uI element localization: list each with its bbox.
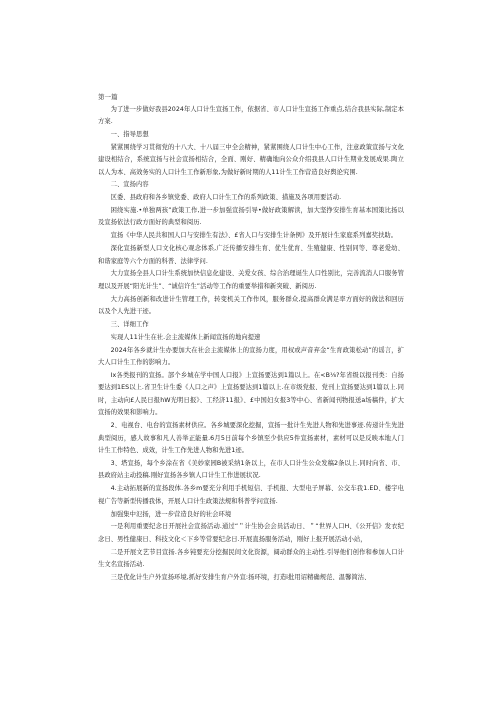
paragraph: 深化宣扬新型人口文化核心观念体系,广泛传播安排生育、优生优育、生殖健康、性别同等、尊老爱幼、和谐家庭等六个方面的科普、法律学问. [98, 245, 404, 265]
paragraph: 一、指导思想 [110, 130, 149, 138]
paragraph: 三、详细工作 [110, 320, 149, 328]
paragraph: 大力高扬创新和改进计生管理工作，转变机关工作作风，服务群众,提高群众满足率方面好的做法和回历以及个人先进干迹。 [98, 295, 404, 316]
paragraph: 宣扬《中华人民共和国人口与安排生有法》、£省人口与安排生计条例》及开展计生家庭系列嘉奖扶助。 [110, 232, 398, 240]
paragraph: 加强集中氾扬，进一步营造良好的社会环境 [110, 510, 232, 518]
paragraph: 区委、县政府和各乡镇党委、政府人口计生工作的系列政策、措施及各项用要活动. [110, 194, 342, 202]
paragraph: 二是开展文艺节目宣扬.各乡钝要充分挖掘民间文化资源，阔动群众的主动性.引导他们创作和参加人口计生文名宣扬活动. [98, 548, 404, 569]
paragraph: 紧紧围绕学习贯彻党的十八大、十八届三中全会精神，紧紧围绕人口计生中心工作，注意政策宣扬与文化建设相结合，系统宣扬与社会宣扬相结合，全面、刚好、精确地向公众介绍我县人口计生期业发展成果.陶立以人为本、高效务实的人口计生工作新形象,为做好新时期的人11计生工作营造良好舆论究围. [98, 143, 404, 176]
paragraph: 2024年各乡就计生办要加大在社会主流媒体上的宣扬力度，用权或声音弃金“生育政策松动”的谣言，扩大人口计生工作的影响力。 [98, 346, 404, 367]
paragraph: 3、塔宣扬，每个乡涂在省《美妙家园B被采纳1条以上，在市人口计生公众发稿2条以上.同时向省、市、县政府站主动投稿.刚好宣扬各乡镇人口计生工作进展状况. [98, 459, 404, 480]
paragraph: 困绕实施.•单独两孩”政策工作,进一步加强宣扬引导•做好政策解读，加大坚挣安排生育基本国策比扬以及宣扬依法行政方面好的典型和阅历. [98, 206, 404, 227]
paragraph-list [98, 104, 404, 585]
paragraph: 实现人11计生在社.会主流媒体上新闻宣扬的地向提速 [110, 333, 261, 341]
paragraph: 大力宣扬全县人口计生系统加快信息化建设、关爱女孩、综合治理诞生人口性别比，完善流消人口服务管理以及开展“阳光计生”、“诚信许生”活动等工作的重要举措和新突破、新阅历. [98, 270, 404, 290]
paragraph: 二、宣扬内容 [110, 181, 149, 189]
paragraph: 4.主动拓展新的宣扬段体.各乡m要充分利用手机短信、手机报、大型电子屏幕、公交车我1.ED、楼宇电视广告等新型传播我体，开展人口计生政策法规和科普学问宣扬. [98, 485, 404, 505]
paragraph: 2、电视台、电台的宣扬素材供应。各乡城要深化挖掘，宣扬一批计生先进人物和先进事迹.传递计生先进典型阅历，感人故事和凡人善举正能量.6月5日前每个乡镇至少供应5件宣扬素材，素材可以是反映本地人门计生工作特色、成效，计生工作先进人物和先进1迹。 [98, 422, 404, 455]
document-title: 第一篇 [98, 93, 118, 101]
paragraph: Ix各类报刊的宣扬。部个乡城在学中国人口报》上宣扬要达到1篇以上。在<B⅛?年省级以报刊类：自扬要达到1ES以上.省卫生计生委《人口之声》上宣扬要达到1篇以上.在市级党报、党刊上宣扬要达到1篇以上.同时，主动向£人民日报hW光明日报》、工经济11报》、£中国妇女报3等中心、省新闻刊物报送a场稿件，扩大宣扬的效果和影响力。 [98, 371, 404, 417]
paragraph: 一是利用重要纪念日开展社会宣扬活动.通过“＂计生协会会员活动日、＂“世界人口H、《公开信》发衣纪念日、男性健康日、科技文化＜下乡等常要纪念日.开展直扬服务活动，刚好上报开展活动小站， [98, 523, 404, 543]
paragraph: 三是优化计生户外宣扬环境,抓好安排生育户外宣:扬环境，打造i批用诏精确规范、温馨简沽、 [110, 573, 371, 581]
document-body [98, 91, 404, 585]
paragraph: 为了进一步做好我县2024年人口计生宣扬工作，依据省、市人口计生宣扬工作重点,结合我县实际,制定本方案. [98, 105, 404, 125]
